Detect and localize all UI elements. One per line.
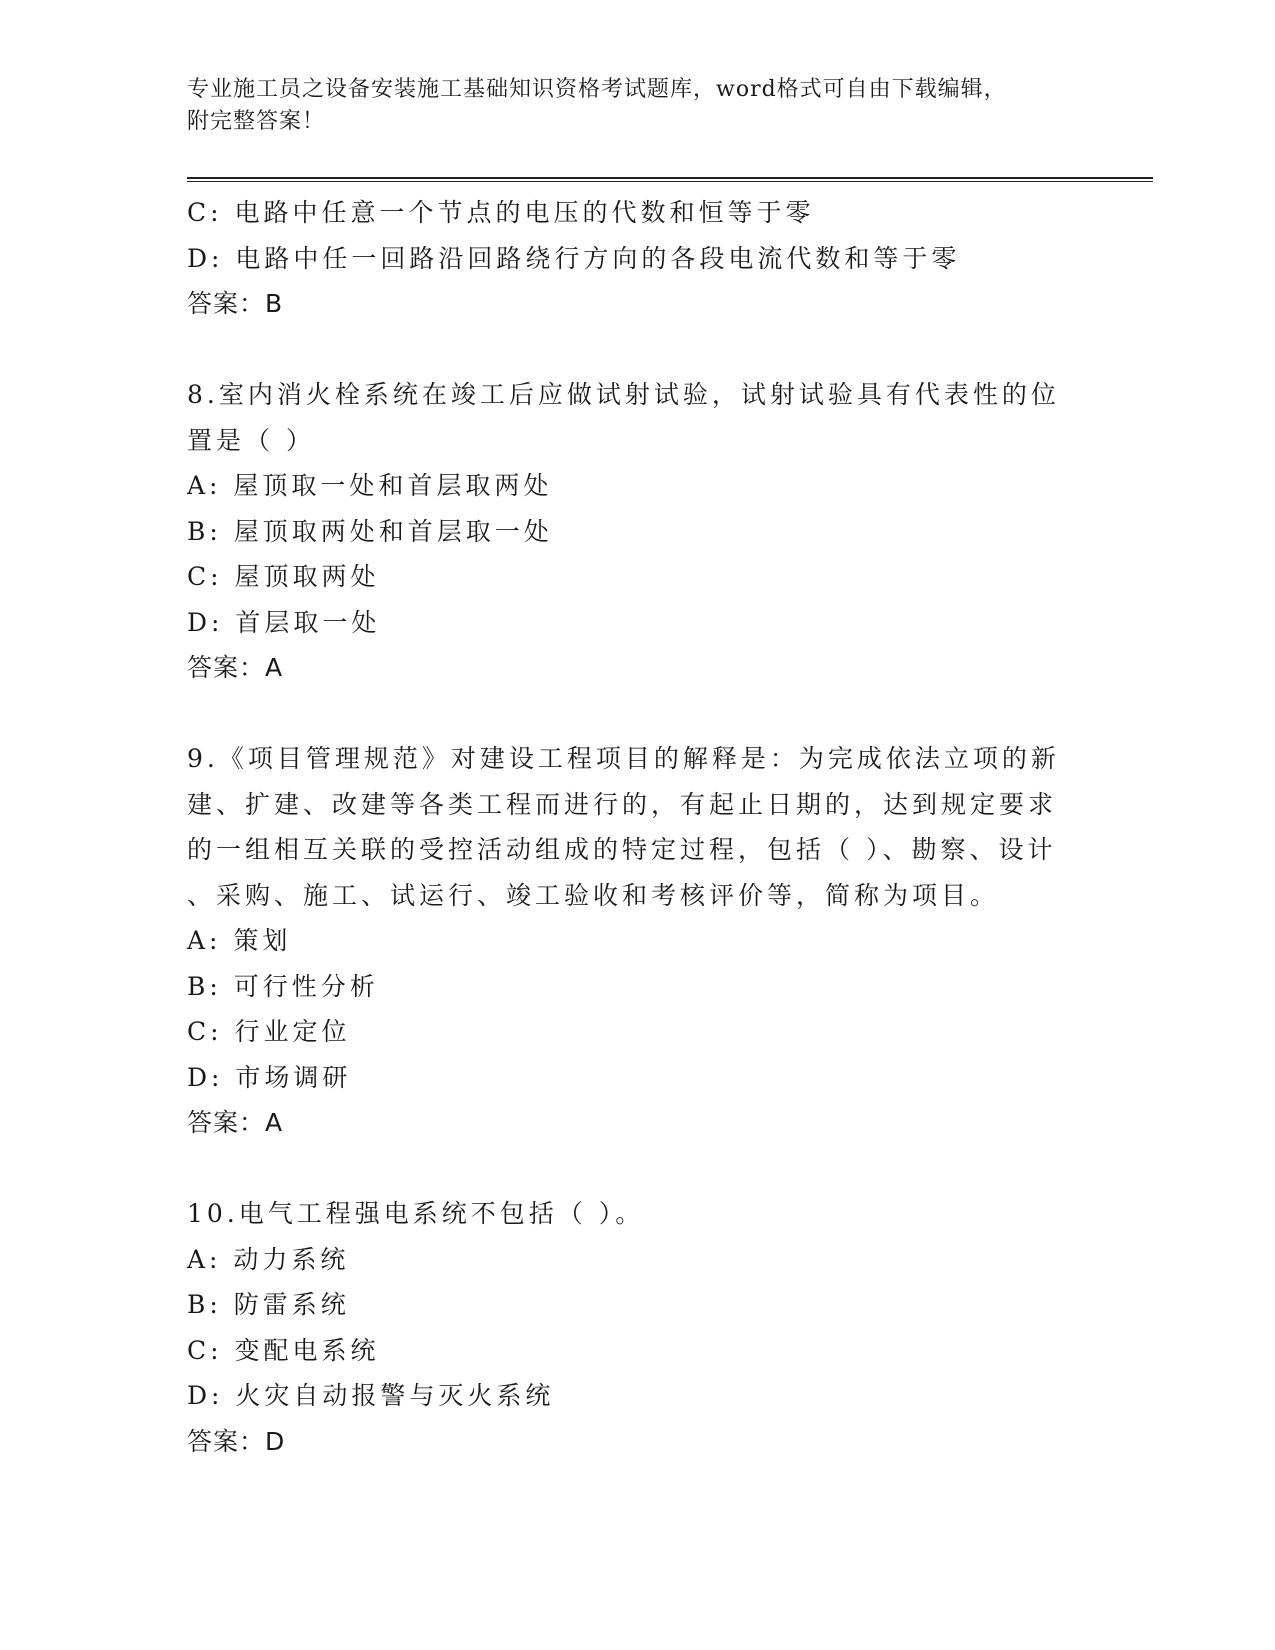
option-c: C: 屋顶取两处 <box>187 562 380 591</box>
spacer <box>187 1146 1077 1192</box>
option-a: A: 策划 <box>187 926 292 955</box>
question-9 <box>187 736 1077 1146</box>
spacer <box>187 327 1077 373</box>
option-d: D: 火灾自动报警与灭火系统 <box>187 1381 555 1410</box>
option-c: C: 行业定位 <box>187 1017 351 1046</box>
answer-line: 答案：A <box>187 653 284 682</box>
option-d: D: 电路中任一回路沿回路绕行方向的各段电流代数和等于零 <box>187 243 961 273</box>
question-stem-line: 的一组相互关联的受控活动组成的特定过程，包括（ ）、勘察、设计 <box>187 835 1057 864</box>
option-b: B: 屋顶取两处和首层取一处 <box>187 516 553 546</box>
question-stem-line: 10.电气工程强电系统不包括（ ）。 <box>187 1199 645 1228</box>
answer-line: 答案：B <box>187 289 284 318</box>
question-fragment <box>187 190 1077 327</box>
option-b: B: 可行性分析 <box>187 971 379 1001</box>
option-b: B: 防雷系统 <box>187 1290 350 1319</box>
option-c: C: 电路中任意一个节点的电压的代数和恒等于零 <box>187 198 815 227</box>
question-stem-line: 、采购、施工、试运行、竣工验收和考核评价等，简称为项目。 <box>187 880 1000 910</box>
question-stem-line: 8.室内消火栓系统在竣工后应做试射试验，试射试验具有代表性的位 <box>187 380 1060 409</box>
answer-line: 答案：D <box>187 1426 286 1456</box>
answer-line: 答案：A <box>187 1108 284 1137</box>
document-body <box>187 190 1077 1464</box>
header-line-2: 附完整答案！ <box>187 109 326 134</box>
option-d: D: 市场调研 <box>187 1062 352 1092</box>
option-d: D: 首层取一处 <box>187 607 381 637</box>
question-10 <box>187 1191 1077 1464</box>
header-divider <box>187 177 1153 182</box>
question-8 <box>187 372 1077 691</box>
question-stem-line: 建、扩建、改建等各类工程而进行的，有起止日期的，达到规定要求 <box>187 789 1058 819</box>
header-line-1: 专业施工员之设备安装施工基础知识资格考试题库，word格式可自由下载编辑， <box>187 77 1007 102</box>
option-a: A: 屋顶取一处和首层取两处 <box>187 471 553 500</box>
page-header <box>187 74 1087 138</box>
spacer <box>187 691 1077 737</box>
question-stem-line: 9.《项目管理规范》对建设工程项目的解释是：为完成依法立项的新 <box>187 744 1060 773</box>
option-a: A: 动力系统 <box>187 1244 350 1274</box>
option-c: C: 变配电系统 <box>187 1335 380 1365</box>
question-stem-line: 置是（ ） <box>187 425 315 455</box>
